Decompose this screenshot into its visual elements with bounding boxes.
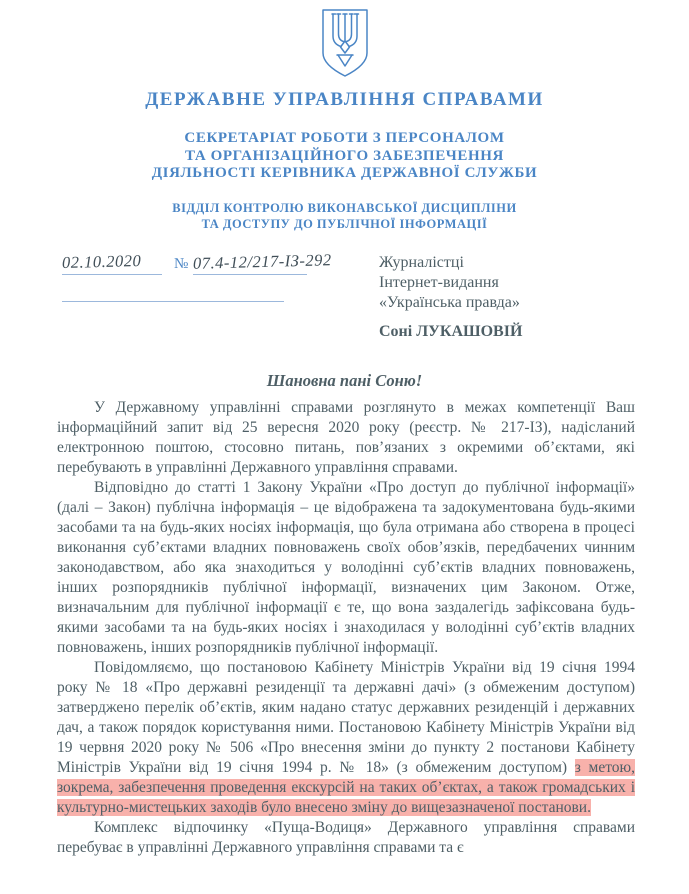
division-line: ТА ДОСТУПУ ДО ПУБЛІЧНОЇ ІНФОРМАЦІЇ (201, 217, 488, 231)
number-field (193, 250, 333, 275)
reply-reference-rule (62, 301, 284, 302)
date-field (62, 252, 162, 275)
ukraine-trident-icon (319, 8, 371, 78)
paragraph-text: Комплекс відпочинку «Пуща-Водиця» Державного управління справами перебуває в управлінні Державного управління справами та є (57, 819, 635, 856)
division-line: ВІДДІЛ КОНТРОЛЮ ВИКОНАВСЬКОЇ ДИСЦИПЛІНИ (172, 201, 517, 215)
secretariat-title (0, 130, 689, 183)
salutation: Шановна пані Соню! (266, 371, 423, 390)
recipient-line: Інтернет-видання (379, 274, 499, 291)
recipient-line: «Українська правда» (379, 294, 520, 311)
body-paragraphs (57, 398, 635, 858)
secretariat-line: ТА ОРГАНІЗАЦІЙНОГО ЗАБЕЗПЕЧЕННЯ (185, 147, 504, 164)
paragraph (57, 658, 635, 818)
handwritten-date: 02.10.2020 (61, 250, 142, 273)
secretariat-line: СЕКРЕТАРІАТ РОБОТИ З ПЕРСОНАЛОМ (184, 130, 505, 146)
reference-block (62, 252, 362, 302)
recipient-name: Соні ЛУКАШОВІЙ (379, 323, 523, 340)
reference-line (62, 252, 362, 275)
highlighted-text: з метою, зокрема, забезпечення проведення екскурсій на таких об’єктах, а також громадських і культурно-мистецьких заходів було внесено зміну до вищезазначеної постанови. (57, 759, 635, 816)
paragraph (57, 398, 635, 478)
handwritten-number: 07.4-12/217-ІЗ-292 (193, 250, 333, 273)
org-name: ДЕРЖАВНЕ УПРАВЛІННЯ СПРАВАМИ (145, 89, 544, 110)
paragraph-text: Відповідно до статті 1 Закону України «Про доступ до публічної інформації» (далі – Закон) публічна інформація – це відображена та задокументована будь-якими засобами та на будь-яких носіях інформація, що була отримана або створена в процесі виконання суб’єктами владних повноважень своїх обов’язків, передбачених чинним законодавством, або яка знаходиться у володінні суб’єктів владних повноважень, інших розпорядників публічної інформації, визначених цим Законом. Отже, визначальним для публічної інформації є те, що вона заздалегідь зафіксована будь-якими засобами та на будь-яких носіях і знаходилася у володінні суб’єктів владних повноважень, інших розпорядників публічної інформації. (57, 479, 635, 656)
number-sign-label: № (174, 256, 189, 272)
paragraph (57, 818, 635, 858)
paragraph-text: У Державному управлінні справами розглянуто в межах компетенції Ваш інформаційний запит від 25 вересня 2020 року (реєстр. № 217-ІЗ), надісланий електронною поштою, стосовно питань, пов’язаних з окремими об’єктами, які перебувають в управлінні Державного управління справами. (57, 399, 635, 476)
paragraph (57, 478, 635, 658)
paragraph-text: Повідомляємо, що постановою Кабінету Міністрів України від 19 січня 1994 року № 18 «Про державні резиденції та державні дачі» (з обмеженим доступом) затверджено перелік об’єктів, яким надано статус державних резиденцій і державних дач, а також порядок користування ними. Постановою Кабінету Міністрів України від 19 червня 2020 року № 506 «Про внесення зміни до пункту 2 постанови Кабінету Міністрів України від 19 січня 1994 р. № 18» (з обмеженим доступом) (57, 659, 635, 776)
recipient-block (379, 253, 522, 342)
division-title (0, 200, 689, 232)
recipient-line: Журналістці (379, 254, 464, 271)
secretariat-line: ДІЯЛЬНОСТІ КЕРІВНИКА ДЕРЖАВНОЇ СЛУЖБИ (151, 165, 538, 181)
